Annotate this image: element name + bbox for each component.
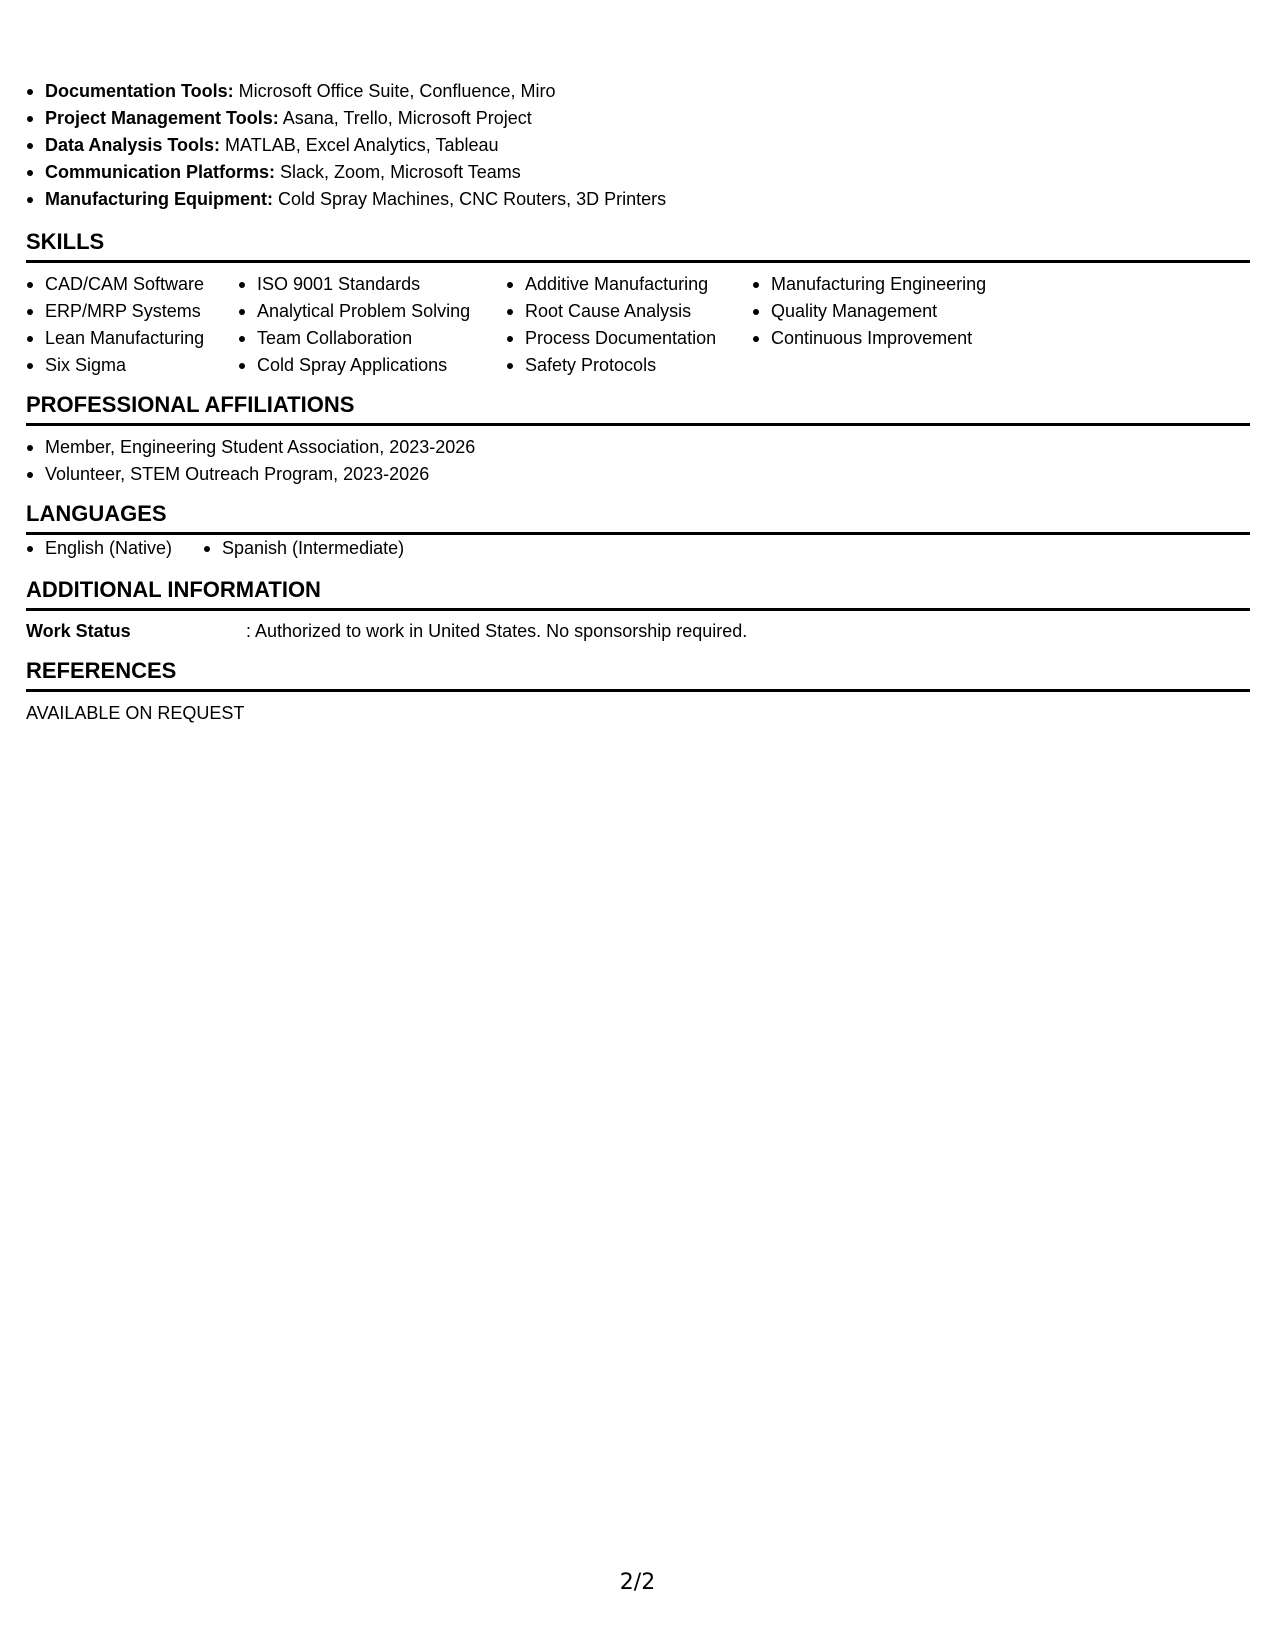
languages-section <box>26 499 1250 562</box>
skills-column <box>506 271 752 379</box>
work-status-row <box>26 620 1250 642</box>
additional-info-section <box>26 575 1250 642</box>
work-status-value: : Authorized to work in United States. No sponsorship required. <box>246 621 748 641</box>
affiliations-section <box>26 390 1250 488</box>
tool-label: Documentation Tools: <box>45 81 234 101</box>
references-text: AVAILABLE ON REQUEST <box>26 703 245 723</box>
skills-column <box>238 271 506 379</box>
tool-value: MATLAB, Excel Analytics, Tableau <box>220 135 499 155</box>
affiliation-item: Member, Engineering Student Association, 2023-2026 <box>26 434 1250 461</box>
skill-item: Root Cause Analysis <box>506 298 752 325</box>
section-title-languages: LANGUAGES <box>26 499 1250 535</box>
tool-label: Data Analysis Tools: <box>45 135 221 155</box>
skills-grid <box>26 271 1250 379</box>
list-item <box>26 159 1250 186</box>
tool-value: Microsoft Office Suite, Confluence, Miro <box>233 81 556 101</box>
tools-list <box>26 78 1250 213</box>
resume-page <box>26 78 1250 724</box>
skill-item: Team Collaboration <box>238 325 506 352</box>
tool-label: Communication Platforms: <box>45 162 276 182</box>
affiliations-list <box>26 434 1250 488</box>
list-item <box>26 105 1250 132</box>
tool-label: Manufacturing Equipment: <box>45 189 273 209</box>
page-number: 2/2 <box>619 1570 656 1595</box>
section-title-skills: SKILLS <box>26 227 1250 263</box>
skill-item: CAD/CAM Software <box>26 271 238 298</box>
skill-item: Six Sigma <box>26 352 238 379</box>
skill-item: Manufacturing Engineering <box>752 271 1052 298</box>
skills-section <box>26 227 1250 379</box>
skill-item: Process Documentation <box>506 325 752 352</box>
languages-list <box>26 535 1250 562</box>
skill-item: ERP/MRP Systems <box>26 298 238 325</box>
skill-item: ISO 9001 Standards <box>238 271 506 298</box>
skills-column <box>26 271 238 379</box>
skill-item: Cold Spray Applications <box>238 352 506 379</box>
list-item <box>26 132 1250 159</box>
skill-item: Analytical Problem Solving <box>238 298 506 325</box>
tool-value: Asana, Trello, Microsoft Project <box>278 108 532 128</box>
language-item: Spanish (Intermediate) <box>203 535 404 562</box>
skill-item: Additive Manufacturing <box>506 271 752 298</box>
skill-item: Lean Manufacturing <box>26 325 238 352</box>
section-title-affiliations: PROFESSIONAL AFFILIATIONS <box>26 390 1250 426</box>
skill-item: Continuous Improvement <box>752 325 1052 352</box>
skill-item: Safety Protocols <box>506 352 752 379</box>
tool-value: Slack, Zoom, Microsoft Teams <box>275 162 521 182</box>
references-section <box>26 656 1250 724</box>
language-item: English (Native) <box>26 535 203 562</box>
tool-value: Cold Spray Machines, CNC Routers, 3D Printers <box>273 189 667 209</box>
skill-item: Quality Management <box>752 298 1052 325</box>
section-title-additional-info: ADDITIONAL INFORMATION <box>26 575 1250 611</box>
section-title-references: REFERENCES <box>26 656 1250 692</box>
list-item <box>26 78 1250 105</box>
work-status-label: Work Status <box>26 621 131 641</box>
tool-label: Project Management Tools: <box>45 108 279 128</box>
skills-column <box>752 271 1052 379</box>
affiliation-item: Volunteer, STEM Outreach Program, 2023-2026 <box>26 461 1250 488</box>
list-item <box>26 186 1250 213</box>
